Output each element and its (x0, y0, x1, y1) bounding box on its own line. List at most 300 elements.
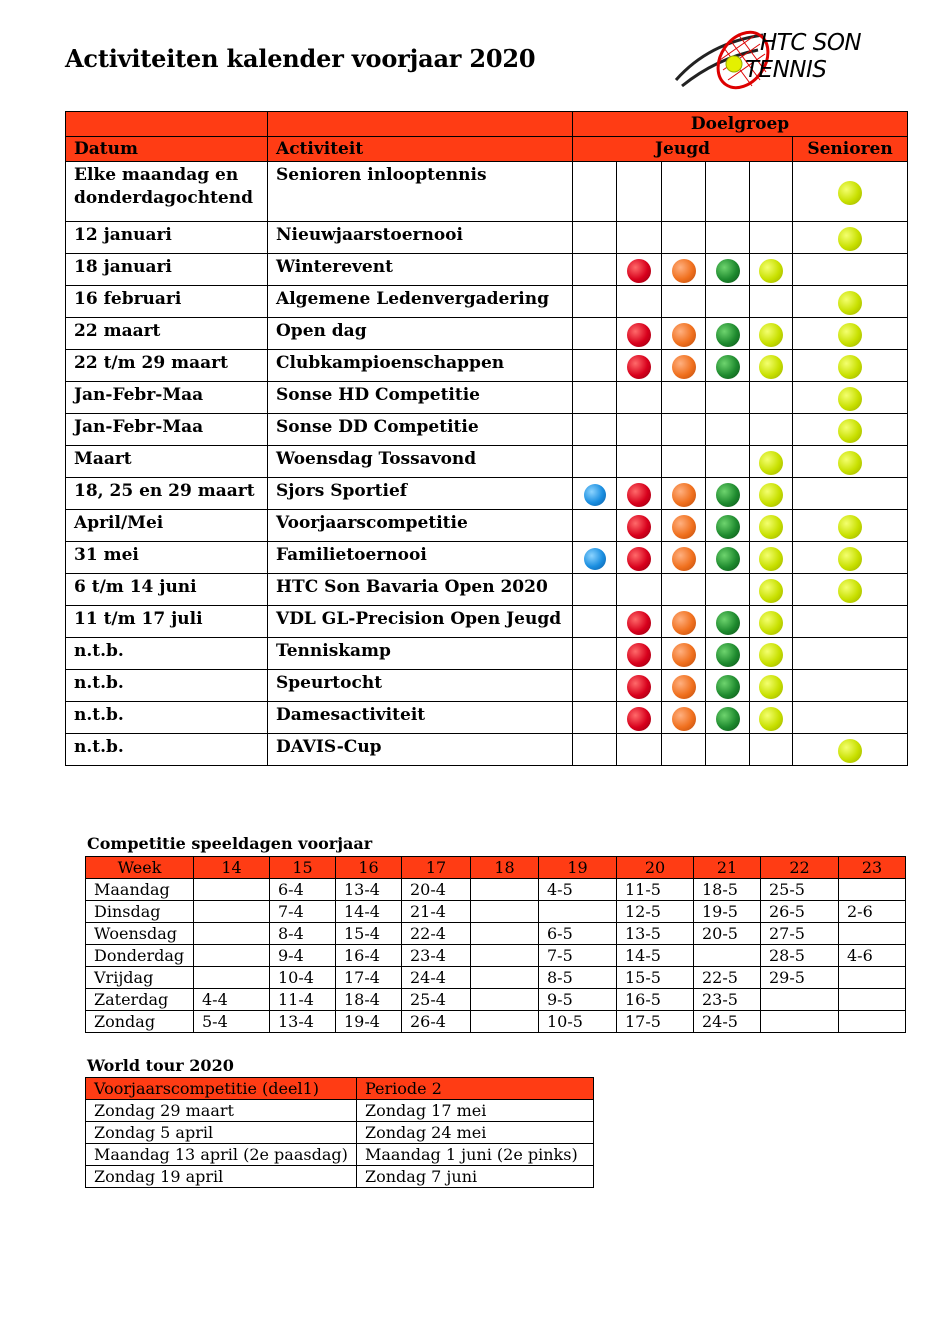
date-cell (194, 901, 270, 923)
green-tennis-ball-icon (716, 547, 740, 571)
date-cell: 12-5 (617, 901, 694, 923)
table-row (66, 254, 908, 286)
doelgroep-cell (662, 734, 706, 766)
green-tennis-ball-icon (716, 675, 740, 699)
red-tennis-ball-icon (627, 547, 651, 571)
doelgroep-cell (573, 510, 617, 542)
doelgroep-cell (706, 574, 750, 606)
doelgroep-cell (750, 222, 793, 254)
doelgroep-cell (750, 542, 793, 574)
yellow-tennis-ball-icon (838, 387, 862, 411)
datum-text: 31 mei (74, 545, 139, 565)
doelgroep-cell (793, 350, 908, 382)
doelgroep-cell (706, 162, 750, 222)
table-row (66, 318, 908, 350)
table-row (86, 1122, 594, 1144)
orange-tennis-ball-icon (672, 611, 696, 635)
table-header-row (86, 857, 906, 879)
table-row (86, 879, 906, 901)
doelgroep-cell (573, 734, 617, 766)
doelgroep-cell (750, 414, 793, 446)
yellow-tennis-ball-icon (838, 291, 862, 315)
doelgroep-cell (662, 318, 706, 350)
orange-tennis-ball-icon (672, 515, 696, 539)
date-cell: 11-5 (617, 879, 694, 901)
table-header-row (86, 1078, 594, 1100)
doelgroep-cell (617, 414, 662, 446)
doelgroep-cell (706, 382, 750, 414)
activiteit-cell: Winterevent (268, 254, 573, 286)
doelgroep-cell (662, 350, 706, 382)
tour-date-cell: Zondag 24 mei (357, 1122, 594, 1144)
red-tennis-ball-icon (627, 515, 651, 539)
yellow-tennis-ball-icon (838, 451, 862, 475)
table-row (66, 382, 908, 414)
doelgroep-cell (573, 382, 617, 414)
doelgroep-cell (617, 446, 662, 478)
date-cell: 8-5 (539, 967, 617, 989)
doelgroep-cell (706, 670, 750, 702)
date-cell: 9-5 (539, 989, 617, 1011)
yellow-tennis-ball-icon (838, 227, 862, 251)
green-tennis-ball-icon (716, 515, 740, 539)
date-cell: 4-4 (194, 989, 270, 1011)
orange-tennis-ball-icon (672, 707, 696, 731)
doelgroep-cell (750, 350, 793, 382)
date-cell (839, 923, 906, 945)
doelgroep-cell (706, 254, 750, 286)
tour-date-cell: Maandag 13 april (2e paasdag) (86, 1144, 357, 1166)
date-cell: 4-6 (839, 945, 906, 967)
date-cell: 21-4 (402, 901, 471, 923)
datum-text: n.t.b. (74, 737, 124, 757)
yellow-tennis-ball-icon (759, 515, 783, 539)
yellow-tennis-ball-icon (838, 181, 862, 205)
orange-tennis-ball-icon (672, 483, 696, 507)
date-cell (839, 989, 906, 1011)
doelgroep-cell (573, 606, 617, 638)
doelgroep-cell (573, 286, 617, 318)
doelgroep-cell (662, 382, 706, 414)
table-row (66, 414, 908, 446)
orange-tennis-ball-icon (672, 323, 696, 347)
day-cell: Zaterdag (86, 989, 194, 1011)
doelgroep-cell (750, 286, 793, 318)
week-header-cell: 18 (471, 857, 539, 879)
yellow-tennis-ball-icon (759, 355, 783, 379)
datum-cell (66, 222, 268, 254)
doelgroep-cell (793, 606, 908, 638)
world-tour-title: World tour 2020 (87, 1056, 234, 1075)
doelgroep-cell (662, 446, 706, 478)
doelgroep-cell (617, 318, 662, 350)
doelgroep-cell (573, 478, 617, 510)
date-cell: 29-5 (761, 967, 839, 989)
doelgroep-cell (706, 286, 750, 318)
date-cell: 15-4 (336, 923, 402, 945)
red-tennis-ball-icon (627, 355, 651, 379)
date-cell: 23-4 (402, 945, 471, 967)
doelgroep-cell (617, 162, 662, 222)
yellow-tennis-ball-icon (838, 515, 862, 539)
doelgroep-cell (793, 446, 908, 478)
datum-text: n.t.b. (74, 673, 124, 693)
table-row (66, 606, 908, 638)
doelgroep-cell (706, 318, 750, 350)
doelgroep-cell (617, 734, 662, 766)
date-cell: 26-5 (761, 901, 839, 923)
date-cell: 24-5 (694, 1011, 761, 1033)
doelgroep-cell (706, 414, 750, 446)
date-cell (694, 945, 761, 967)
date-cell: 26-4 (402, 1011, 471, 1033)
doelgroep-cell (793, 670, 908, 702)
doelgroep-cell (662, 542, 706, 574)
datum-cell (66, 446, 268, 478)
date-cell: 18-4 (336, 989, 402, 1011)
table-row (66, 478, 908, 510)
date-cell: 13-5 (617, 923, 694, 945)
table-row (86, 967, 906, 989)
date-cell: 13-4 (336, 879, 402, 901)
yellow-tennis-ball-icon (759, 259, 783, 283)
activiteit-cell: Open dag (268, 318, 573, 350)
green-tennis-ball-icon (716, 611, 740, 635)
doelgroep-cell (662, 574, 706, 606)
doelgroep-cell (750, 606, 793, 638)
table-row (86, 1100, 594, 1122)
doelgroep-cell (793, 414, 908, 446)
datum-cell (66, 702, 268, 734)
date-cell: 11-4 (270, 989, 336, 1011)
activiteit-cell: HTC Son Bavaria Open 2020 (268, 574, 573, 606)
period-header-cell: Voorjaarscompetitie (deel1) (86, 1078, 357, 1100)
doelgroep-cell (750, 254, 793, 286)
table-header-row (66, 112, 908, 137)
doelgroep-cell (617, 702, 662, 734)
activiteit-cell: Woensdag Tossavond (268, 446, 573, 478)
doelgroep-cell (662, 606, 706, 638)
yellow-tennis-ball-icon (838, 547, 862, 571)
datum-text: 18 januari (74, 257, 172, 277)
datum-cell (66, 670, 268, 702)
week-header-cell: 19 (539, 857, 617, 879)
yellow-tennis-ball-icon (838, 355, 862, 379)
doelgroep-cell (617, 510, 662, 542)
red-tennis-ball-icon (627, 259, 651, 283)
week-header-cell: 22 (761, 857, 839, 879)
date-cell (194, 967, 270, 989)
date-cell: 13-4 (270, 1011, 336, 1033)
activiteit-cell: Voorjaarscompetitie (268, 510, 573, 542)
date-cell: 19-5 (694, 901, 761, 923)
doelgroep-cell (706, 510, 750, 542)
yellow-tennis-ball-icon (759, 323, 783, 347)
activiteit-header: Activiteit (268, 137, 573, 162)
jeugd-header: Jeugd (573, 137, 793, 162)
date-cell: 7-5 (539, 945, 617, 967)
datum-text: Elke maandag en (74, 165, 239, 185)
table-row (86, 901, 906, 923)
doelgroep-cell (706, 542, 750, 574)
yellow-tennis-ball-icon (759, 643, 783, 667)
logo-text-line1: HTC SON (760, 30, 862, 56)
day-cell: Zondag (86, 1011, 194, 1033)
doelgroep-cell (573, 702, 617, 734)
doelgroep-header: Doelgroep (573, 112, 908, 137)
datum-cell (66, 606, 268, 638)
green-tennis-ball-icon (716, 707, 740, 731)
doelgroep-cell (793, 510, 908, 542)
date-cell: 10-5 (539, 1011, 617, 1033)
datum-cell (66, 574, 268, 606)
table-row (86, 1166, 594, 1188)
table-header-row (66, 137, 908, 162)
doelgroep-cell (750, 446, 793, 478)
activiteit-cell: Sonse HD Competitie (268, 382, 573, 414)
doelgroep-cell (617, 670, 662, 702)
doelgroep-cell (573, 162, 617, 222)
doelgroep-cell (573, 670, 617, 702)
doelgroep-cell (662, 414, 706, 446)
tour-date-cell: Maandag 1 juni (2e pinks) (357, 1144, 594, 1166)
date-cell: 22-4 (402, 923, 471, 945)
activiteit-cell: Clubkampioenschappen (268, 350, 573, 382)
date-cell: 17-4 (336, 967, 402, 989)
datum-text: 22 maart (74, 321, 161, 341)
datum-text: 16 februari (74, 289, 182, 309)
activiteit-cell: Senioren inlooptennis (268, 162, 573, 222)
date-cell: 15-5 (617, 967, 694, 989)
datum-cell (66, 318, 268, 350)
period-header-cell: Periode 2 (357, 1078, 594, 1100)
date-cell: 24-4 (402, 967, 471, 989)
datum-cell (66, 542, 268, 574)
datum-text: n.t.b. (74, 641, 124, 661)
doelgroep-cell (573, 414, 617, 446)
date-cell: 8-4 (270, 923, 336, 945)
doelgroep-cell (662, 222, 706, 254)
doelgroep-cell (750, 162, 793, 222)
table-row (86, 989, 906, 1011)
doelgroep-cell (573, 446, 617, 478)
doelgroep-cell (573, 222, 617, 254)
day-cell: Woensdag (86, 923, 194, 945)
week-header-cell: 23 (839, 857, 906, 879)
date-cell: 10-4 (270, 967, 336, 989)
datum-text: 11 t/m 17 juli (74, 609, 203, 629)
table-row (66, 542, 908, 574)
doelgroep-cell (793, 318, 908, 350)
datum-cell (66, 382, 268, 414)
week-header-cell: 17 (402, 857, 471, 879)
day-cell: Maandag (86, 879, 194, 901)
yellow-tennis-ball-icon (759, 547, 783, 571)
datum-text: Jan-Febr-Maa (74, 417, 204, 437)
activiteit-cell: DAVIS-Cup (268, 734, 573, 766)
doelgroep-cell (706, 446, 750, 478)
red-tennis-ball-icon (627, 675, 651, 699)
table-row (66, 638, 908, 670)
tour-date-cell: Zondag 17 mei (357, 1100, 594, 1122)
activiteit-cell: Nieuwjaarstoernooi (268, 222, 573, 254)
doelgroep-cell (750, 638, 793, 670)
doelgroep-cell (617, 254, 662, 286)
date-cell (194, 945, 270, 967)
orange-tennis-ball-icon (672, 547, 696, 571)
doelgroep-cell (750, 382, 793, 414)
datum-cell (66, 350, 268, 382)
yellow-tennis-ball-icon (759, 611, 783, 635)
page-title: Activiteiten kalender voorjaar 2020 (65, 44, 536, 73)
date-cell (471, 989, 539, 1011)
date-cell: 6-4 (270, 879, 336, 901)
red-tennis-ball-icon (627, 323, 651, 347)
doelgroep-cell (617, 542, 662, 574)
datum-text: 12 januari (74, 225, 172, 245)
activiteit-cell: Tenniskamp (268, 638, 573, 670)
doelgroep-cell (573, 638, 617, 670)
doelgroep-cell (662, 702, 706, 734)
datum-text: April/Mei (74, 513, 164, 533)
datum-cell (66, 162, 268, 222)
doelgroep-cell (662, 670, 706, 702)
date-cell (761, 989, 839, 1011)
date-cell: 18-5 (694, 879, 761, 901)
doelgroep-cell (573, 254, 617, 286)
doelgroep-cell (793, 574, 908, 606)
doelgroep-cell (617, 606, 662, 638)
table-row (86, 945, 906, 967)
activiteit-cell: Familietoernooi (268, 542, 573, 574)
yellow-tennis-ball-icon (759, 451, 783, 475)
date-cell (839, 1011, 906, 1033)
datum-text: 6 t/m 14 juni (74, 577, 197, 597)
orange-tennis-ball-icon (672, 675, 696, 699)
doelgroep-cell (793, 478, 908, 510)
doelgroep-cell (793, 542, 908, 574)
table-row (66, 350, 908, 382)
datum-text: 18, 25 en 29 maart (74, 481, 255, 501)
datum-text: 22 t/m 29 maart (74, 353, 228, 373)
doelgroep-cell (706, 734, 750, 766)
week-header-cell: 14 (194, 857, 270, 879)
datum-cell (66, 478, 268, 510)
datum-cell (66, 638, 268, 670)
doelgroep-cell (573, 574, 617, 606)
doelgroep-cell (750, 318, 793, 350)
doelgroep-cell (662, 162, 706, 222)
doelgroep-cell (573, 318, 617, 350)
tour-date-cell: Zondag 5 april (86, 1122, 357, 1144)
competitie-title: Competitie speeldagen voorjaar (87, 834, 373, 853)
week-header-cell: 21 (694, 857, 761, 879)
date-cell (471, 945, 539, 967)
day-cell: Vrijdag (86, 967, 194, 989)
date-cell (471, 967, 539, 989)
datum-cell (66, 254, 268, 286)
datum-text: donderdagochtend (74, 188, 253, 208)
date-cell: 17-5 (617, 1011, 694, 1033)
doelgroep-cell (662, 638, 706, 670)
green-tennis-ball-icon (716, 259, 740, 283)
tour-date-cell: Zondag 19 april (86, 1166, 357, 1188)
table-row (66, 702, 908, 734)
doelgroep-cell (617, 638, 662, 670)
doelgroep-cell (750, 702, 793, 734)
datum-text: n.t.b. (74, 705, 124, 725)
day-cell: Donderdag (86, 945, 194, 967)
green-tennis-ball-icon (716, 643, 740, 667)
doelgroep-cell (793, 254, 908, 286)
tour-date-cell: Zondag 7 juni (357, 1166, 594, 1188)
date-cell: 14-4 (336, 901, 402, 923)
red-tennis-ball-icon (627, 643, 651, 667)
date-cell: 16-5 (617, 989, 694, 1011)
week-header-cell: 16 (336, 857, 402, 879)
date-cell: 5-4 (194, 1011, 270, 1033)
activiteit-cell: Algemene Ledenvergadering (268, 286, 573, 318)
doelgroep-cell (750, 670, 793, 702)
date-cell (471, 901, 539, 923)
yellow-tennis-ball-icon (838, 323, 862, 347)
table-row (86, 1011, 906, 1033)
yellow-tennis-ball-icon (838, 419, 862, 443)
date-cell (471, 923, 539, 945)
yellow-tennis-ball-icon (759, 579, 783, 603)
datum-cell (66, 734, 268, 766)
doelgroep-cell (662, 286, 706, 318)
red-tennis-ball-icon (627, 483, 651, 507)
date-cell: 14-5 (617, 945, 694, 967)
doelgroep-cell (617, 350, 662, 382)
yellow-tennis-ball-icon (759, 675, 783, 699)
datum-text: Jan-Febr-Maa (74, 385, 204, 405)
doelgroep-cell (706, 702, 750, 734)
date-cell: 6-5 (539, 923, 617, 945)
date-cell: 25-4 (402, 989, 471, 1011)
doelgroep-cell (706, 222, 750, 254)
date-cell (839, 967, 906, 989)
doelgroep-cell (706, 606, 750, 638)
doelgroep-cell (706, 478, 750, 510)
competitie-table (85, 856, 906, 1033)
red-tennis-ball-icon (627, 611, 651, 635)
date-cell (194, 923, 270, 945)
week-header-cell: Week (86, 857, 194, 879)
date-cell: 25-5 (761, 879, 839, 901)
table-row (66, 446, 908, 478)
green-tennis-ball-icon (716, 483, 740, 507)
doelgroep-cell (793, 702, 908, 734)
doelgroep-cell (793, 222, 908, 254)
doelgroep-cell (750, 510, 793, 542)
blue-tennis-ball-icon (584, 484, 606, 506)
red-tennis-ball-icon (627, 707, 651, 731)
datum-text: Maart (74, 449, 132, 469)
doelgroep-cell (793, 638, 908, 670)
doelgroep-cell (662, 478, 706, 510)
datum-cell (66, 286, 268, 318)
doelgroep-cell (573, 350, 617, 382)
table-row (66, 670, 908, 702)
date-cell (471, 1011, 539, 1033)
senioren-header: Senioren (793, 137, 908, 162)
date-cell (194, 879, 270, 901)
activiteit-cell: Speurtocht (268, 670, 573, 702)
table-row (66, 510, 908, 542)
date-cell: 4-5 (539, 879, 617, 901)
